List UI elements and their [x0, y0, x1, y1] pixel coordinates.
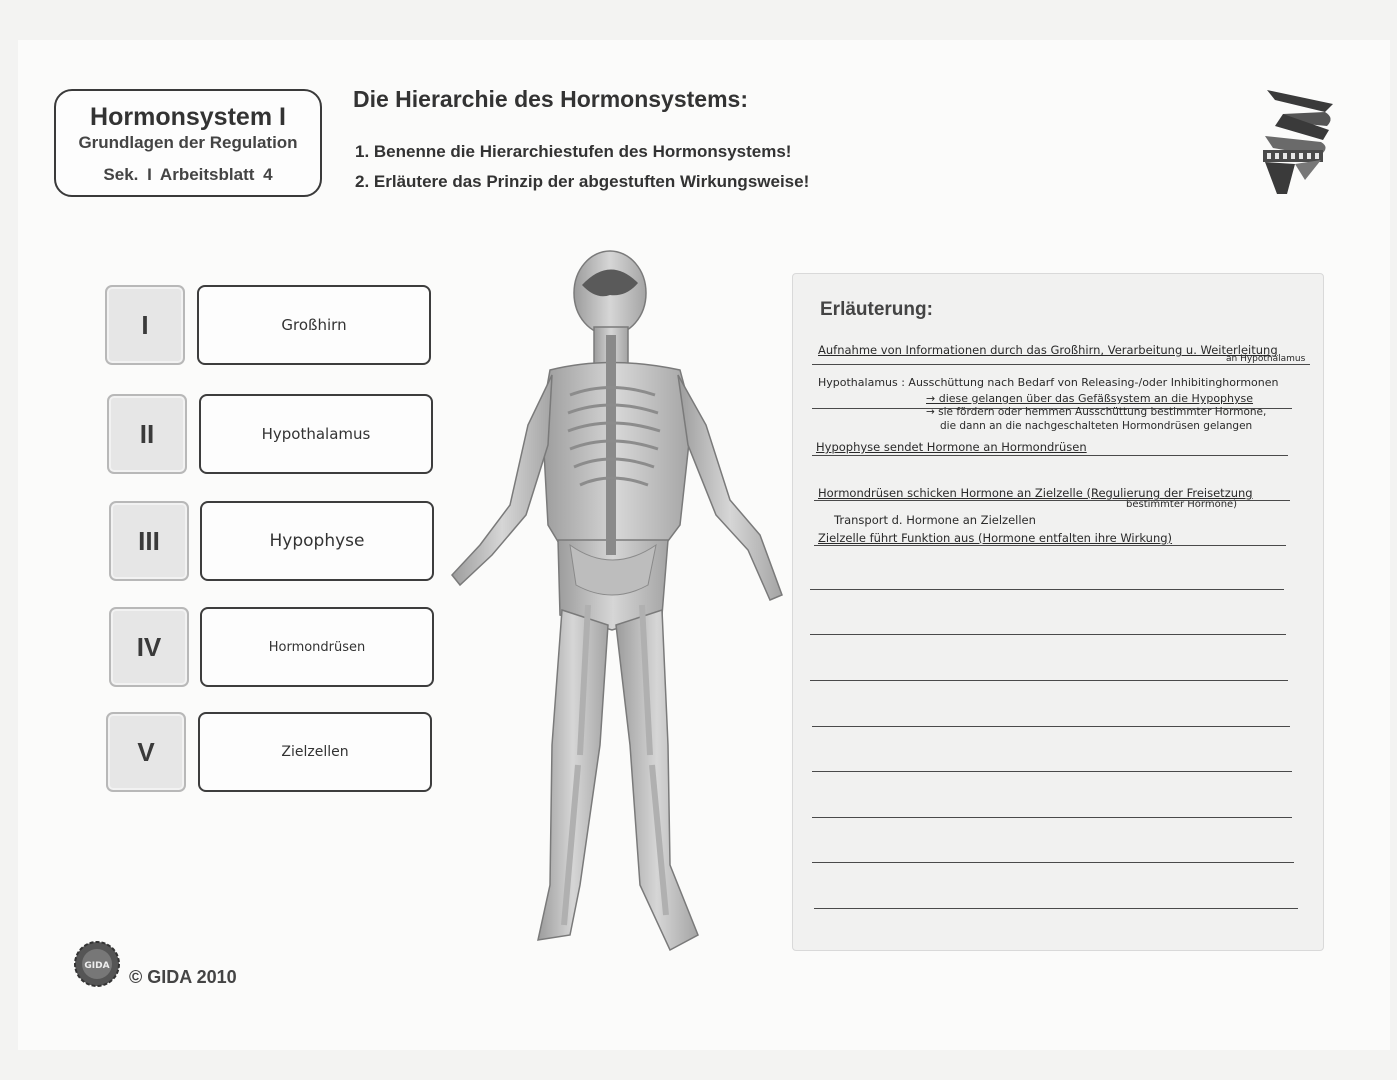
- ruled-line: [810, 634, 1286, 635]
- gida-logo-icon: [73, 940, 121, 988]
- explanation-line-4-note: bestimmter Hormone): [1126, 499, 1238, 510]
- answer-box-3[interactable]: [200, 501, 434, 581]
- dna-helix-icon: [1255, 82, 1345, 202]
- copyright: © GIDA 2010: [129, 967, 237, 987]
- explanation-line-4: Hormondrüsen schicken Hormone an Zielzelle (Regulierung der Freisetzung: [818, 486, 1253, 500]
- explanation-line-2c: → sie fördern oder hemmen Ausschüttung bestimmter Hormone,: [926, 406, 1267, 418]
- level-numeral-5: V: [106, 712, 186, 792]
- explanation-panel: [792, 273, 1324, 951]
- explanation-line-2a: Hypothalamus : Ausschüttung nach Bedarf von Releasing-/oder Inhibitinghormonen: [818, 376, 1279, 389]
- explanation-line-2d: die dann an die nachgeschalteten Hormondrüsen gelangen: [940, 420, 1253, 432]
- explanation-title: Erläuterung:: [820, 299, 933, 320]
- explanation-line-2b: → diese gelangen über das Gefäßsystem an die Hypophyse: [926, 392, 1254, 405]
- answer-box-5[interactable]: [198, 712, 432, 792]
- explanation-line-1-note: an Hypothalamus: [1226, 354, 1306, 364]
- ruled-line: [810, 589, 1284, 590]
- answer-text-5: Zielzellen: [281, 744, 349, 760]
- explanation-line-6: Zielzelle führt Funktion aus (Hormone entfalten ihre Wirkung): [818, 531, 1173, 545]
- answer-text-2: Hypothalamus: [261, 425, 371, 443]
- ruled-line: [810, 680, 1288, 681]
- worksheet-title: Hormonsystem I: [90, 103, 286, 131]
- answer-box-1[interactable]: [197, 285, 431, 365]
- answer-box-2[interactable]: [199, 394, 433, 474]
- page-heading: Die Hierarchie des Hormonsystems:: [353, 86, 748, 112]
- task-1: 1. Benenne die Hierarchiestufen des Hormonsystems!: [355, 142, 792, 161]
- ruled-line: [812, 726, 1290, 727]
- answer-box-4[interactable]: [200, 607, 434, 687]
- ruled-line: [812, 771, 1292, 772]
- ruled-line: [812, 455, 1288, 456]
- explanation-line-3: Hypophyse sendet Hormone an Hormondrüsen: [816, 440, 1087, 454]
- explanation-line-5: Transport d. Hormone an Zielzellen: [834, 513, 1036, 527]
- level-numeral-2: II: [107, 394, 187, 474]
- ruled-line: [812, 862, 1294, 863]
- sheet-info: Sek. I Arbeitsblatt 4: [103, 165, 273, 184]
- worksheet-subtitle: Grundlagen der Regulation: [78, 133, 298, 152]
- answer-text-4: Hormondrüsen: [268, 639, 366, 655]
- ruled-line: [812, 817, 1292, 818]
- level-numeral-1: I: [105, 285, 185, 365]
- explanation-line-1: Aufnahme von Informationen durch das Großhirn, Verarbeitung u. Weiterleitung: [818, 343, 1278, 357]
- ruled-line: [814, 500, 1290, 501]
- title-box: [54, 89, 322, 197]
- answer-text-3: Hypophyse: [269, 531, 365, 551]
- human-body-illustration: [430, 245, 790, 965]
- ruled-line: [812, 364, 1310, 365]
- gida-logo-text: GIDA: [84, 961, 110, 971]
- answer-text-1: Großhirn: [281, 316, 347, 334]
- task-2: 2. Erläutere das Prinzip der abgestuften Wirkungsweise!: [355, 172, 810, 191]
- level-numeral-3: III: [109, 501, 189, 581]
- ruled-line: [814, 545, 1286, 546]
- ruled-line: [814, 908, 1298, 909]
- level-numeral-4: IV: [109, 607, 189, 687]
